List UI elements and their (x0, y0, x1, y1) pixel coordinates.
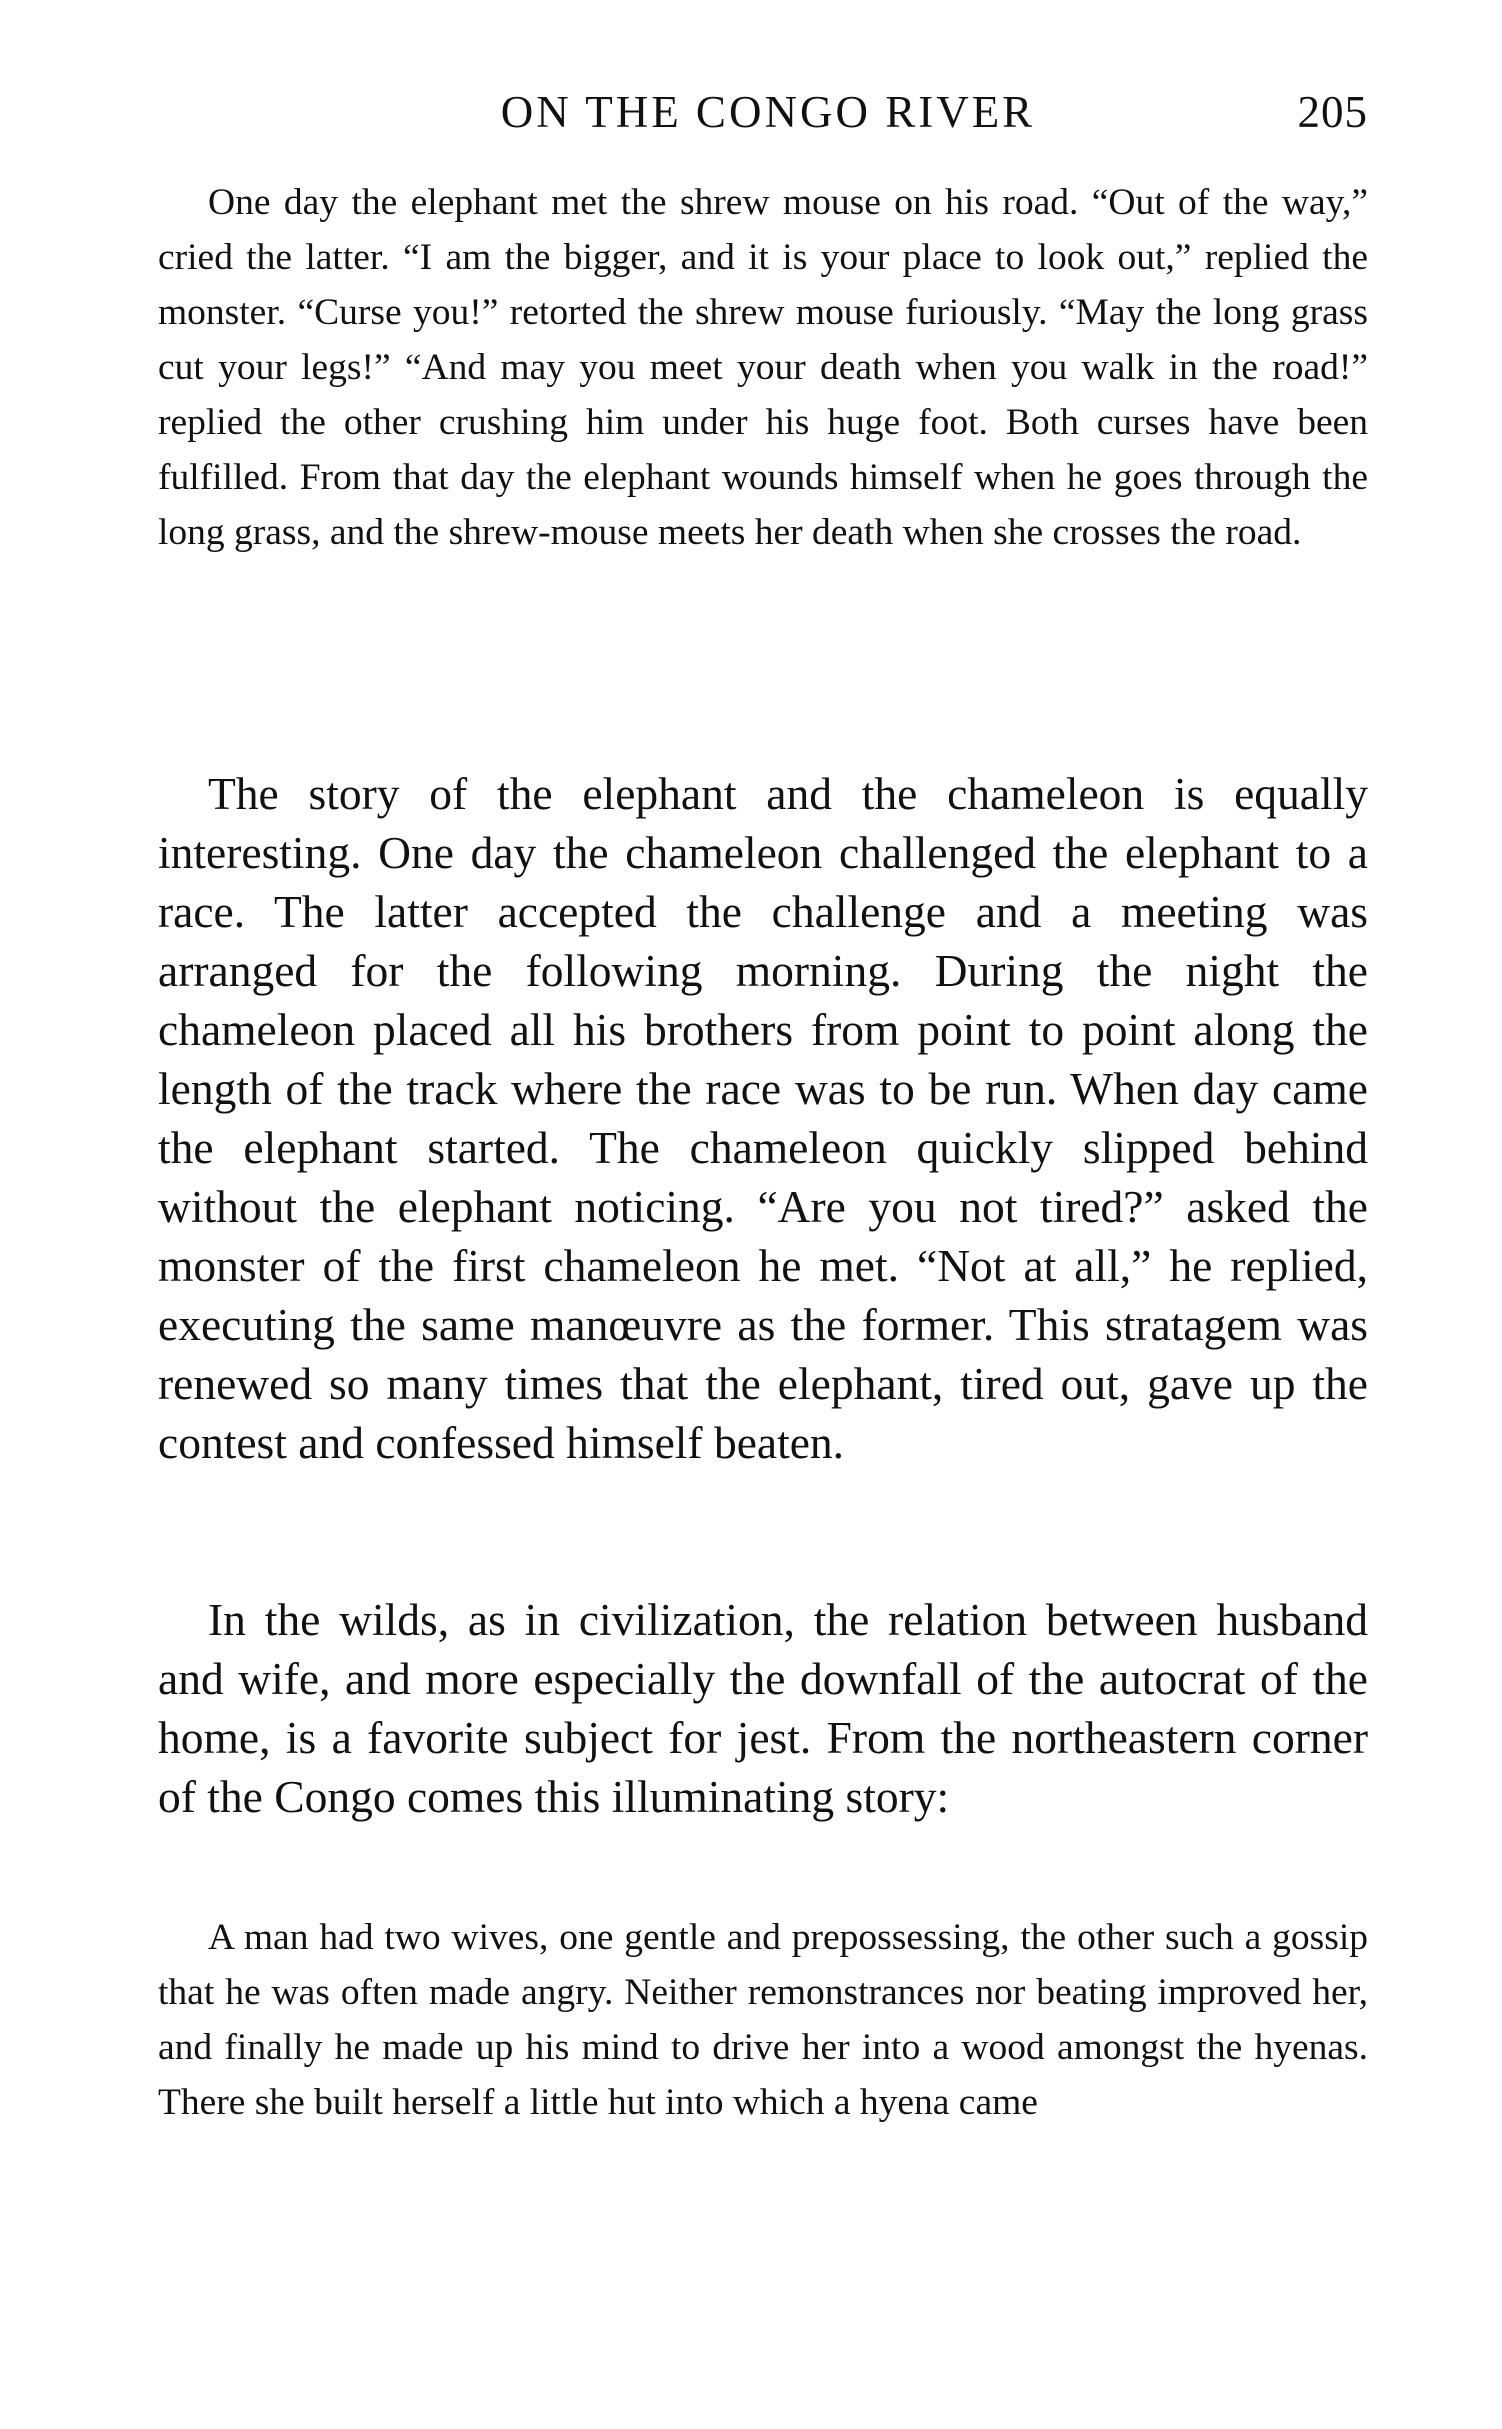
paragraph: The story of the elephant and the chameleon is equally interesting. One day the chameleon challenged the elephant to a race. The latter accepted the challenge and a meeting was arranged for the following morning. During the night the chameleon placed all his brothers from point to point along the length of the track where the race was to be run. When day came the elephant started. The chameleon quickly slipped behind without the elephant noticing. “Are you not tired?” asked the monster of the first chameleon he met. “Not at all,” he replied, executing the same manœuvre as the former. This stratagem was renewed so many times that the elephant, tired out, gave up the contest and confessed himself beaten. (158, 768, 1368, 1468)
husband-wife-intro (158, 1590, 1368, 1826)
chameleon-story (158, 764, 1368, 1472)
running-title: ON THE CONGO RIVER (500, 87, 1036, 137)
paragraph: In the wilds, as in civilization, the relation between husband and wife, and more especially the downfall of the autocrat of the home, is a favorite subject for jest. From the northeastern corner of the Congo comes this illuminating story: (158, 1594, 1368, 1822)
two-wives-story (158, 1910, 1368, 2130)
paragraph: A man had two wives, one gentle and prepossessing, the other such a gossip that he was often made angry. Neither remonstrances nor beating improved her, and finally he made up his mind to drive her into a wood amongst the hyenas. There she built herself a little hut into which a hyena came (158, 1917, 1368, 2123)
page-number: 205 (1297, 87, 1368, 137)
page-header (158, 82, 1368, 142)
shrew-mouse-story (158, 175, 1368, 560)
paragraph: One day the elephant met the shrew mouse on his road. “Out of the way,” cried the latter. “I am the bigger, and it is your place to look out,” replied the monster. “Curse you!” retorted the shrew mouse furiously. “May the long grass cut your legs!” “And may you meet your death when you walk in the road!” replied the other crushing him under his huge foot. Both curses have been fulfilled. From that day the elephant wounds himself when he goes through the long grass, and the shrew-mouse meets her death when she crosses the road. (158, 182, 1368, 553)
